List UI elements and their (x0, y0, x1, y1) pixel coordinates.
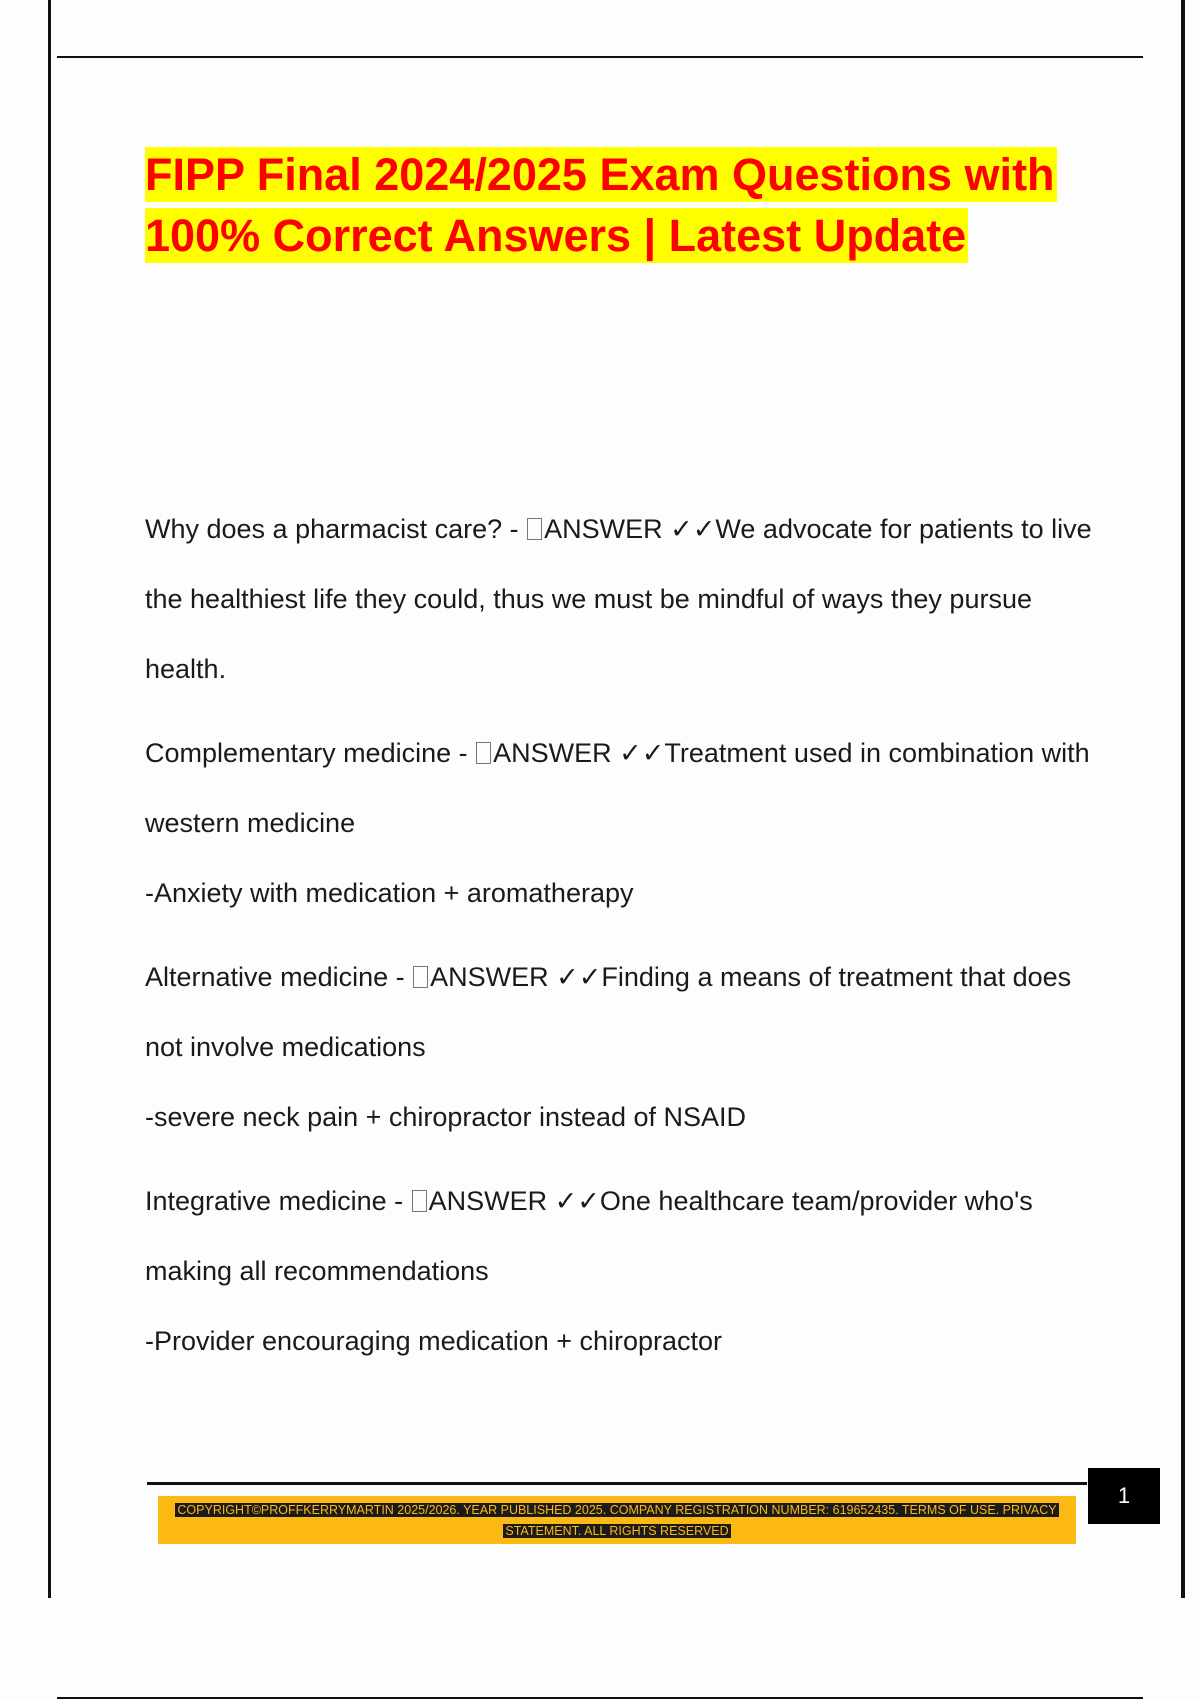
qa-answer: One healthcare team/provider who's making all recommendations (145, 1186, 1033, 1286)
qa-answer: Treatment used in combination with western medicine (145, 738, 1090, 838)
page-border-right (1181, 0, 1185, 1598)
missing-glyph-box-icon (476, 742, 491, 764)
page-number: 1 (1088, 1468, 1160, 1524)
qa-term: Alternative medicine - (145, 962, 413, 992)
document-body (145, 494, 1105, 1376)
qa-item (145, 942, 1105, 1082)
copyright-notice (158, 1500, 1076, 1542)
qa-example-note: -severe neck pain + chiropractor instead of NSAID (145, 1102, 747, 1132)
missing-glyph-box-icon (527, 518, 542, 540)
answer-marker: ANSWER ✓✓ (493, 738, 665, 768)
qa-item (145, 494, 1105, 704)
qa-term: Integrative medicine - (145, 1186, 411, 1216)
qa-term: Complementary medicine - (145, 738, 476, 768)
title-highlight: FIPP Final 2024/2025 Exam Questions with 100% Correct Answers | Latest Update (145, 149, 1055, 261)
footer-rule (147, 1482, 1087, 1485)
next-page-rule (57, 1697, 1143, 1699)
qa-answer: Finding a means of treatment that does not involve medications (145, 962, 1072, 1062)
header-rule (57, 56, 1143, 58)
document-title (145, 144, 1105, 266)
missing-glyph-box-icon (413, 966, 428, 988)
page-border-left (48, 0, 51, 1598)
qa-example-note: -Anxiety with medication + aromatherapy (145, 878, 634, 908)
copyright-text: COPYRIGHT©PROFFKERRYMARTIN 2025/2026. YEAR PUBLISHED 2025. COMPANY REGISTRATION NUMBER: 619652435. TERMS OF USE. PRIVACY STATEMENT. ALL RIGHTS RESERVED (177, 1503, 1057, 1538)
answer-marker: ANSWER ✓✓ (428, 1186, 600, 1216)
answer-marker: ANSWER ✓✓ (544, 514, 716, 544)
qa-term: Why does a pharmacist care? - (145, 514, 527, 544)
qa-answer: We advocate for patients to live the healthiest life they could, thus we must be mindful of ways they pursue health. (145, 514, 1092, 684)
missing-glyph-box-icon (412, 1190, 427, 1212)
qa-item (145, 1166, 1105, 1306)
answer-marker: ANSWER ✓✓ (430, 962, 602, 992)
qa-example-note: -Provider encouraging medication + chiropractor (145, 1326, 723, 1356)
qa-item (145, 718, 1105, 858)
